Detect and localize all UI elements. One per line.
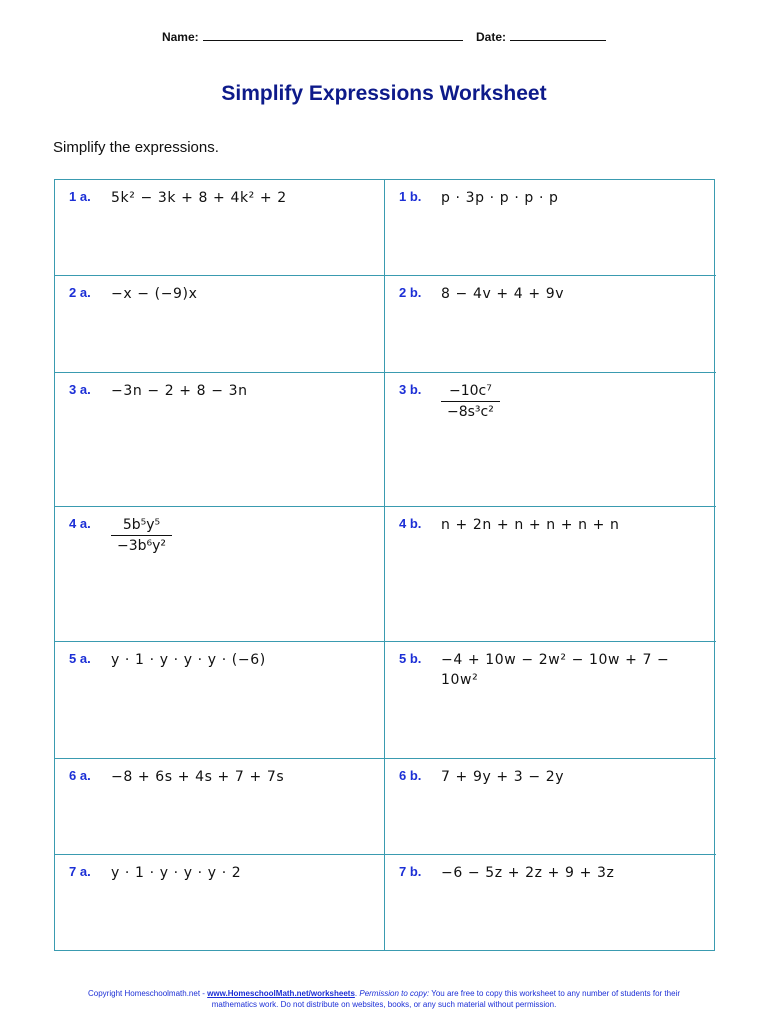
fraction-denominator: −3b⁶y² [117, 538, 167, 554]
fraction-denominator: −8s³c² [447, 404, 494, 420]
problem-cell-5a [55, 642, 385, 759]
problem-expression: −4 + 10w − 2w² − 10w + 7 − 10w² [441, 652, 670, 688]
problem-label: 6 a. [69, 768, 91, 783]
problem-cell-4b [385, 507, 716, 642]
fraction [111, 517, 172, 554]
problem-cell-7b [385, 855, 716, 950]
problem-cell-1b [385, 180, 716, 276]
fraction-numerator: 5b⁵y⁵ [122, 517, 161, 533]
problem-expression: −3n − 2 + 8 − 3n [111, 383, 248, 399]
problem-expression: y · 1 · y · y · y · 2 [111, 865, 242, 881]
problem-label: 2 b. [399, 285, 422, 300]
problem-expression: −x − (−9)x [111, 286, 198, 302]
problem-label: 5 a. [69, 651, 91, 666]
problem-grid [54, 179, 715, 951]
problem-label: 7 b. [399, 864, 422, 879]
name-date-line [0, 30, 768, 44]
problem-cell-7a [55, 855, 385, 950]
problem-cell-4a [55, 507, 385, 642]
name-blank [203, 30, 463, 41]
problem-expression: 7 + 9y + 3 − 2y [441, 769, 565, 785]
problem-label: 3 a. [69, 382, 91, 397]
permission-label: Permission to copy: [359, 989, 430, 998]
problem-cell-2a [55, 276, 385, 373]
problem-label: 5 b. [399, 651, 422, 666]
problem-cell-3a [55, 373, 385, 507]
problem-label: 1 b. [399, 189, 422, 204]
problem-cell-2b [385, 276, 716, 373]
problem-label: 3 b. [399, 382, 422, 397]
problem-cell-1a [55, 180, 385, 276]
instructions: Simplify the expressions. [53, 139, 219, 156]
problem-expression: 5k² − 3k + 8 + 4k² + 2 [111, 190, 287, 206]
permission-text: You are free to copy this worksheet to any number of students for their mathematics work. Do not distribute on websites, books, or any such material without permission. [211, 989, 680, 1009]
problem-label: 6 b. [399, 768, 422, 783]
page-title: Simplify Expressions Worksheet [221, 82, 547, 105]
copyright-text: Copyright Homeschoolmath.net - [88, 989, 208, 998]
problem-expression: 8 − 4v + 4 + 9v [441, 286, 565, 302]
problem-cell-6b [385, 759, 716, 855]
problem-cell-5b [385, 642, 716, 759]
problem-label: 4 a. [69, 516, 91, 531]
problem-cell-3b [385, 373, 716, 507]
problem-expression: −8 + 6s + 4s + 7 + 7s [111, 769, 285, 785]
copyright-footer: Copyright Homeschoolmath.net - www.HomeschoolMath.net/worksheets. Permission to copy: You are free to copy this worksheet to any number of students for their mathematics work. Do not distribute on websites, books, or any such material without permission. [88, 989, 680, 1009]
problem-label: 2 a. [69, 285, 91, 300]
problem-cell-6a [55, 759, 385, 855]
fraction [441, 383, 500, 420]
name-label: Name: [161, 30, 199, 44]
date-label: Date: [476, 30, 507, 44]
problem-expression: p · 3p · p · p · p [441, 190, 559, 206]
problem-label: 4 b. [399, 516, 422, 531]
problem-expression: y · 1 · y · y · y · (−6) [111, 652, 266, 668]
date-blank [510, 30, 606, 41]
problem-label: 1 a. [69, 189, 91, 204]
worksheets-link[interactable]: www.HomeschoolMath.net/worksheets [207, 989, 355, 998]
problem-expression: n + 2n + n + n + n + n [441, 517, 620, 533]
fraction-numerator: −10c⁷ [449, 383, 492, 399]
problem-expression: −6 − 5z + 2z + 9 + 3z [441, 865, 615, 881]
problem-label: 7 a. [69, 864, 91, 879]
